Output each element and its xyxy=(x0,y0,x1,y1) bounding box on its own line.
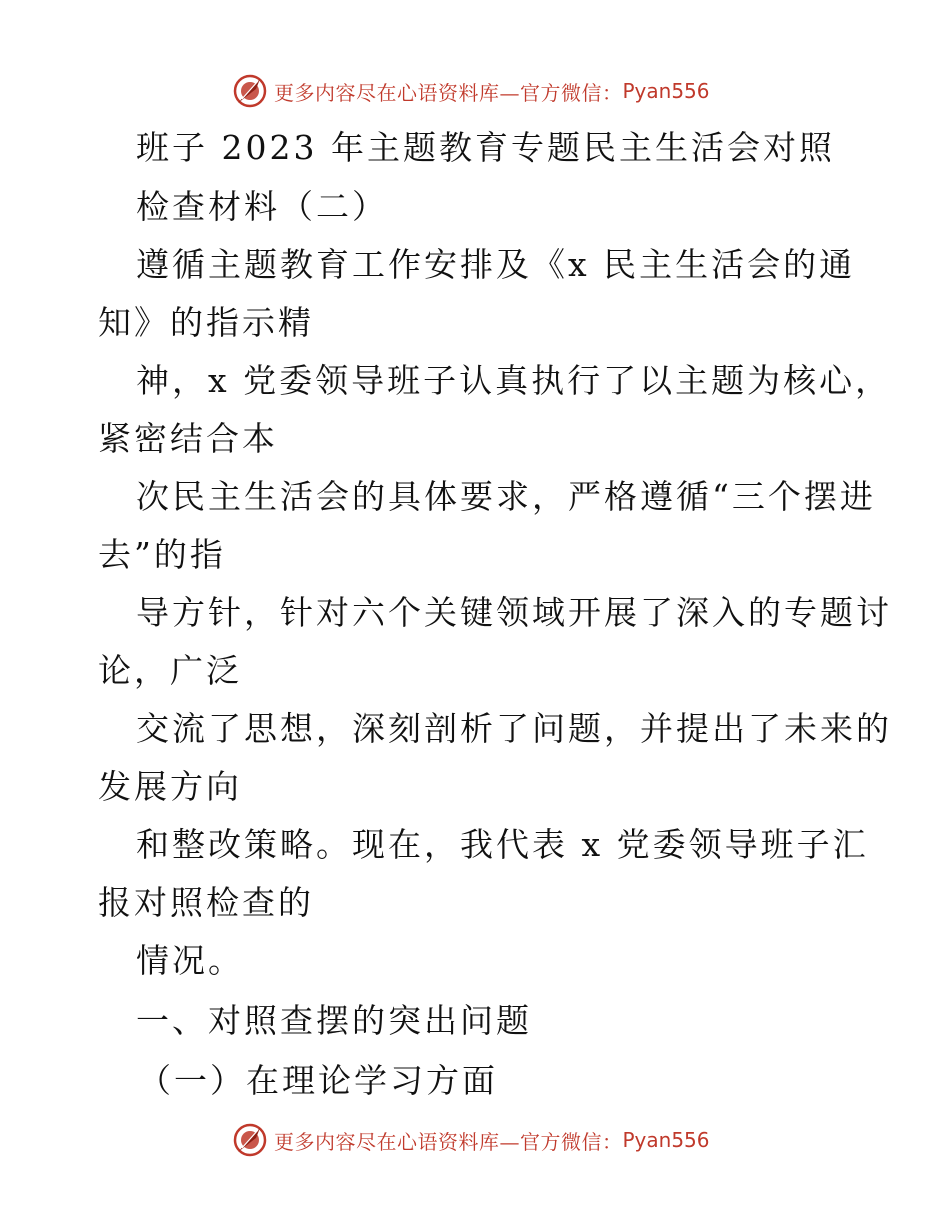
body-line: 遵循主题教育工作安排及《x 民主生活会的通 xyxy=(136,245,856,284)
body-line: 情况。 xyxy=(136,941,244,980)
body-line: 去”的指 xyxy=(98,535,226,574)
body-line: 紧密结合本 xyxy=(98,419,278,458)
body-line: 论，广泛 xyxy=(98,651,242,690)
body-line: 知》的指示精 xyxy=(98,303,314,342)
doc-title-line-2: 检查材料（二） xyxy=(136,187,388,226)
body-line: 导方针，针对六个关键领域开展了深入的专题讨 xyxy=(136,593,892,632)
watermark-wechat-id: Pyan556 xyxy=(622,1128,710,1152)
watermark-text: 更多内容尽在心语资料库—官方微信： xyxy=(274,1129,623,1154)
doc-title-line-1: 班子 2023 年主题教育专题民主生活会对照 xyxy=(136,128,835,167)
subsection-heading: （一）在理论学习方面 xyxy=(138,1061,498,1100)
watermark-banner-top xyxy=(232,71,710,111)
section-heading: 一、对照查摆的突出问题 xyxy=(136,1001,532,1040)
body-line: 和整改策略。现在，我代表 x 党委领导班子汇 xyxy=(136,825,869,864)
body-line: 交流了思想，深刻剖析了问题，并提出了未来的 xyxy=(136,709,892,748)
feather-logo-icon xyxy=(232,73,268,109)
watermark-text: 更多内容尽在心语资料库—官方微信： xyxy=(274,80,623,105)
body-line: 报对照检查的 xyxy=(98,883,314,922)
watermark-wechat-id: Pyan556 xyxy=(622,79,710,103)
feather-logo-icon xyxy=(232,1122,268,1158)
body-line: 次民主生活会的具体要求，严格遵循“三个摆进 xyxy=(136,477,876,516)
body-line: 神，x 党委领导班子认真执行了以主题为核心， xyxy=(136,361,892,400)
watermark-banner-bottom xyxy=(232,1120,710,1160)
body-line: 发展方向 xyxy=(98,767,242,806)
